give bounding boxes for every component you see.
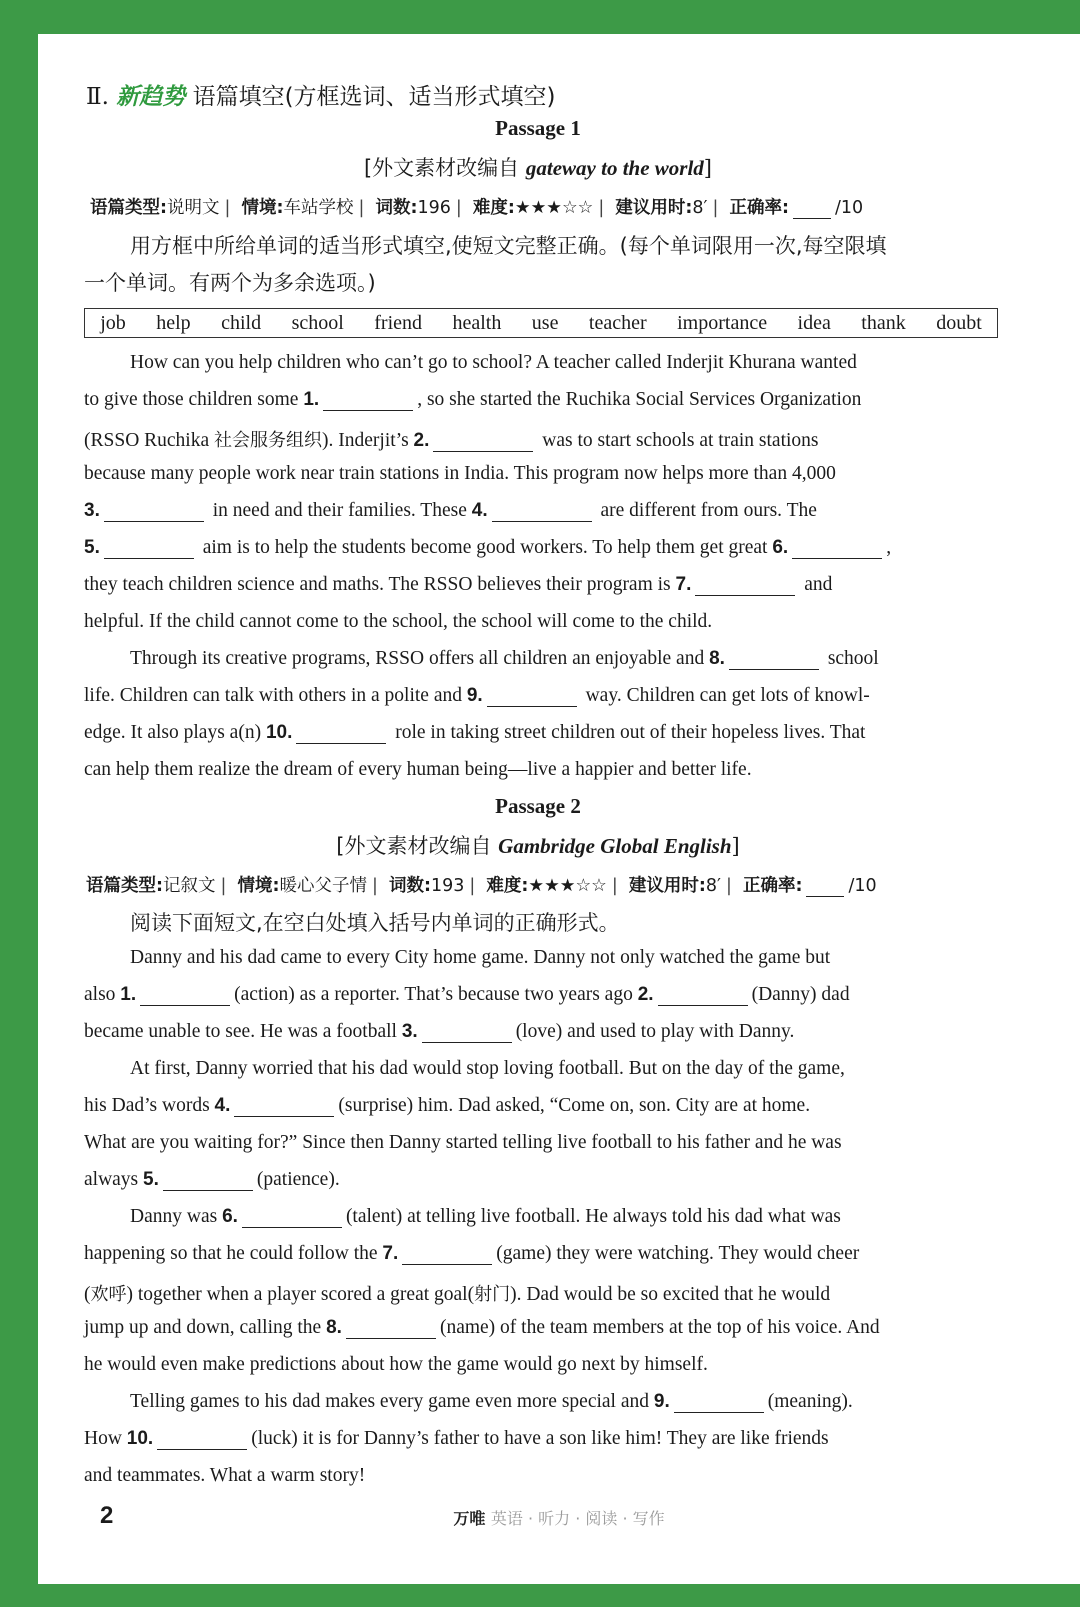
passage2-instruction: 阅读下面短文,在空白处填入括号内单词的正确形式。 — [130, 911, 620, 935]
blank-1[interactable] — [140, 986, 230, 1006]
section-numeral: Ⅱ. — [86, 84, 109, 110]
word-bank-box — [84, 308, 998, 338]
blank-6[interactable] — [792, 539, 882, 559]
word-bank-item: child — [221, 311, 262, 334]
page-number: 2 — [100, 1502, 114, 1529]
passage2-meta: 语篇类型:记叙文 | 情境:暖心父子情 | 词数:193 | 难度:★★★☆☆ | 建议用时:8′ | 正确率: /10 — [86, 876, 877, 896]
p2-line-6: What are you waiting for?” Since then Danny started telling live football to his father and he was — [84, 1132, 842, 1153]
blank-5[interactable] — [163, 1171, 253, 1191]
p2-line-9: happening so that he could follow the 7. (game) they were watching. They would cheer — [84, 1243, 860, 1264]
p1-line-8: helpful. If the child cannot come to the school, the school will come to the child. — [84, 611, 713, 632]
p2-line-11: jump up and down, calling the 8. (name) of the team members at the top of his voice. And — [84, 1317, 880, 1338]
blank-5[interactable] — [104, 539, 194, 559]
accuracy-blank[interactable] — [806, 878, 844, 897]
word-bank-item: help — [156, 311, 191, 334]
word-bank-item: importance — [677, 311, 768, 334]
p2-line-12: he would even make predictions about how the game would go next by himself. — [84, 1354, 708, 1375]
p1-line-10: life. Children can talk with others in a polite and 9. way. Children can get lots of knowl- — [84, 685, 870, 706]
p1-line-11: edge. It also plays a(n) 10. role in taking street children out of their hopeless lives. That — [84, 722, 866, 743]
blank-8[interactable] — [346, 1319, 436, 1339]
blank-1[interactable] — [323, 391, 413, 411]
section-heading: 语篇填空(方框选词、适当形式填空) — [192, 84, 556, 110]
passage1-meta: 语篇类型:说明文 | 情境:车站学校 | 词数:196 | 难度:★★★☆☆ | 建议用时:8′ | 正确率: /10 — [90, 198, 864, 218]
passage1-title: Passage 1 — [495, 116, 581, 140]
p2-line-10: (欢呼) together when a player scored a great goal(射门). Dad would be so excited that he would — [84, 1284, 831, 1305]
word-bank-item: friend — [374, 311, 423, 334]
blank-3[interactable] — [422, 1023, 512, 1043]
p1-line-9: Through its creative programs, RSSO offers all children an enjoyable and 8. school — [130, 648, 879, 669]
p2-line-8: Danny was 6. (talent) at telling live football. He always told his dad what was — [130, 1206, 841, 1227]
word-bank-item: school — [291, 311, 344, 334]
p1-line-2: to give those children some 1. , so she started the Ruchika Social Services Organization — [84, 389, 862, 410]
worksheet-page — [38, 34, 1080, 1584]
footer-brand: 万唯 英语 · 听力 · 阅读 · 写作 — [453, 1509, 665, 1528]
blank-7[interactable] — [695, 576, 795, 596]
word-bank-item: teacher — [588, 311, 647, 334]
passage2-title: Passage 2 — [495, 794, 581, 818]
blank-3[interactable] — [104, 502, 204, 522]
passage1-source: [外文素材改编自 gateway to the world] — [363, 156, 712, 180]
p1-line-6: 5. aim is to help the students become good workers. To help them get great 6. , — [84, 537, 892, 558]
p2-line-1: Danny and his dad came to every City home game. Danny not only watched the game but — [130, 947, 831, 968]
trend-badge: 新趋势 — [116, 84, 186, 110]
word-bank-item: idea — [797, 311, 831, 334]
p2-line-2: also 1. (action) as a reporter. That’s because two years ago 2. (Danny) dad — [84, 984, 850, 1005]
p2-line-3: became unable to see. He was a football 3. (love) and used to play with Danny. — [84, 1021, 795, 1042]
p1-line-1: How can you help children who can’t go to school? A teacher called Inderjit Khurana wanted — [130, 352, 857, 373]
p2-line-14: How 10. (luck) it is for Danny’s father to have a son like him! They are like friends — [84, 1428, 829, 1449]
p2-line-15: and teammates. What a warm story! — [84, 1465, 366, 1486]
passage2-source: [外文素材改编自 Gambridge Global English] — [336, 834, 740, 858]
p1-line-4: because many people work near train stations in India. This program now helps more than 4,000 — [84, 463, 836, 484]
blank-10[interactable] — [157, 1430, 247, 1450]
p1-line-12: can help them realize the dream of every human being—live a happier and better life. — [84, 759, 752, 780]
p1-line-7: they teach children science and maths. The RSSO believes their program is 7. and — [84, 574, 833, 595]
section-title — [86, 78, 556, 111]
blank-4[interactable] — [234, 1097, 334, 1117]
blank-9[interactable] — [487, 687, 577, 707]
blank-2[interactable] — [658, 986, 748, 1006]
p2-line-4: At first, Danny worried that his dad would stop loving football. But on the day of the game, — [130, 1058, 845, 1079]
word-bank-item: job — [100, 311, 126, 334]
blank-8[interactable] — [729, 650, 819, 670]
word-bank-item: thank — [861, 311, 906, 334]
word-bank-item: doubt — [936, 311, 982, 334]
p2-line-5: his Dad’s words 4. (surprise) him. Dad asked, “Come on, son. City are at home. — [84, 1095, 811, 1116]
passage1-instruction-1: 用方框中所给单词的适当形式填空,使短文完整正确。(每个单词限用一次,每空限填 — [130, 234, 887, 258]
blank-10[interactable] — [296, 724, 386, 744]
word-bank-item: use — [531, 311, 559, 334]
p1-line-5: 3. in need and their families. These 4. are different from ours. The — [84, 500, 817, 521]
passage1-instruction-2: 一个单词。有两个为多余选项。) — [84, 271, 376, 295]
blank-9[interactable] — [674, 1393, 764, 1413]
word-bank-item: health — [452, 311, 502, 334]
blank-7[interactable] — [402, 1245, 492, 1265]
p1-line-3: (RSSO Ruchika 社会服务组织). Inderjit’s 2. was to start schools at train stations — [84, 430, 819, 451]
blank-2[interactable] — [433, 432, 533, 452]
p2-line-7: always 5. (patience). — [84, 1169, 340, 1190]
accuracy-blank[interactable] — [793, 200, 831, 219]
blank-4[interactable] — [492, 502, 592, 522]
blank-6[interactable] — [242, 1208, 342, 1228]
p2-line-13: Telling games to his dad makes every game even more special and 9. (meaning). — [130, 1391, 853, 1412]
